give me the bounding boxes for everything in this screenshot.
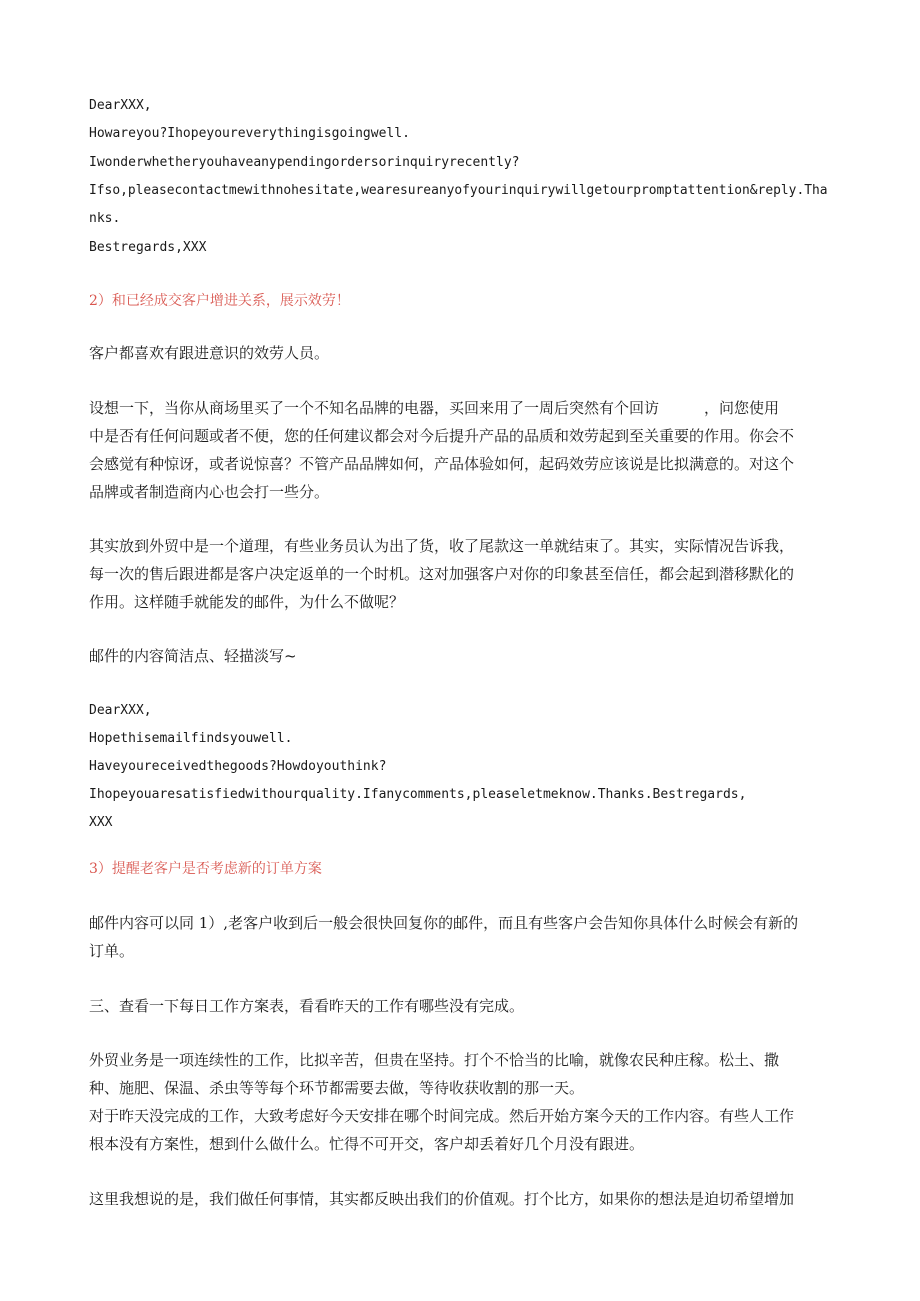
section2-heading: 2）和已经成交客户增进关系，展示效劳！ <box>89 293 350 309</box>
email1-line1: Howareyou?Ihopeyoureverythingisgoingwell. <box>89 126 410 141</box>
section-three-para1-line4: 根本没有方案性，想到什么做什么。忙得不可开交，客户却丢着好几个月没有跟进。 <box>89 1135 645 1153</box>
section3-heading: 3）提醒老客户是否考虑新的订单方案 <box>89 861 322 877</box>
email1-line3: Ifso,pleasecontactmewithnohesitate,wearesureanyofyourinquirywillgetourpromptattention&reply.Tha <box>89 183 828 198</box>
section2-para1-line1: 设想一下，当你从商场里买了一个不知名品牌的电器，买回来用了一周后突然有个回访 ，问您使用 <box>89 399 780 417</box>
email2-line3: Ihopeyouaresatisfiedwithourquality.Ifanycomments,pleaseletmeknow.Thanks.Bestregards, <box>89 787 747 802</box>
section2-para2-line2: 每一次的售后跟进都是客户决定返单的一个时机。这对加强客户对你的印象甚至信任，都会起到潜移默化的 <box>89 565 795 583</box>
section2-para2-line3: 作用。这样随手就能发的邮件，为什么不做呢？ <box>89 593 405 611</box>
section3-para-line1: 邮件内容可以同 1）,老客户收到后一般会很快回复你的邮件，而且有些客户会告知你具体什么时候会有新的 <box>89 914 799 932</box>
email2-greeting: DearXXX, <box>89 703 152 718</box>
email1-line2: Iwonderwhetheryouhaveanypendingordersorinquiryrecently? <box>89 155 520 170</box>
section-three-para1-line1: 外贸业务是一项连续性的工作，比拟辛苦，但贵在坚持。打个不恰当的比喻，就像农民种庄稼。松土、撒 <box>89 1051 780 1069</box>
section2-para2-line1: 其实放到外贸中是一个道理，有些业务员认为出了货，收了尾款这一单就结束了。其实，实际情况告诉我， <box>89 537 795 555</box>
section2-para3: 邮件的内容简洁点、轻描淡写~ <box>89 647 297 665</box>
section-three-para1-line3: 对于昨天没完成的工作，大致考虑好今天安排在哪个时间完成。然后开始方案今天的工作内容。有些人工作 <box>89 1107 795 1125</box>
section2-para1-line4: 品牌或者制造商内心也会打一些分。 <box>89 483 330 501</box>
email1-signoff: Bestregards,XXX <box>89 240 207 255</box>
section2-para1-line2: 中是否有任何问题或者不便，您的任何建议都会对今后提升产品的品质和效劳起到至关重要的作用。你会不 <box>89 427 795 445</box>
section3-para-line2: 订单。 <box>89 942 135 960</box>
section2-intro: 客户都喜欢有跟进意识的效劳人员。 <box>89 344 330 362</box>
section-three-para1-line2: 种、施肥、保温、杀虫等等每个环节都需要去做，等待收获收割的那一天。 <box>89 1079 585 1097</box>
email1-greeting: DearXXX, <box>89 98 152 113</box>
email1-line3-cont: nks. <box>89 211 121 226</box>
section2-para1-line3: 会感觉有种惊讶，或者说惊喜？不管产品品牌如何，产品体验如何，起码效劳应该说是比拟满意的。对这个 <box>89 455 795 473</box>
email2-line1: Hopethisemailfindsyouwell. <box>89 731 293 746</box>
section-three-para2: 这里我想说的是，我们做任何事情，其实都反映出我们的价值观。打个比方，如果你的想法是迫切希望增加 <box>89 1190 795 1208</box>
section-three-heading: 三、查看一下每日工作方案表，看看昨天的工作有哪些没有完成。 <box>89 997 525 1015</box>
email2-signoff: XXX <box>89 815 113 830</box>
email2-line2: Haveyoureceivedthegoods?Howdoyouthink? <box>89 759 387 774</box>
